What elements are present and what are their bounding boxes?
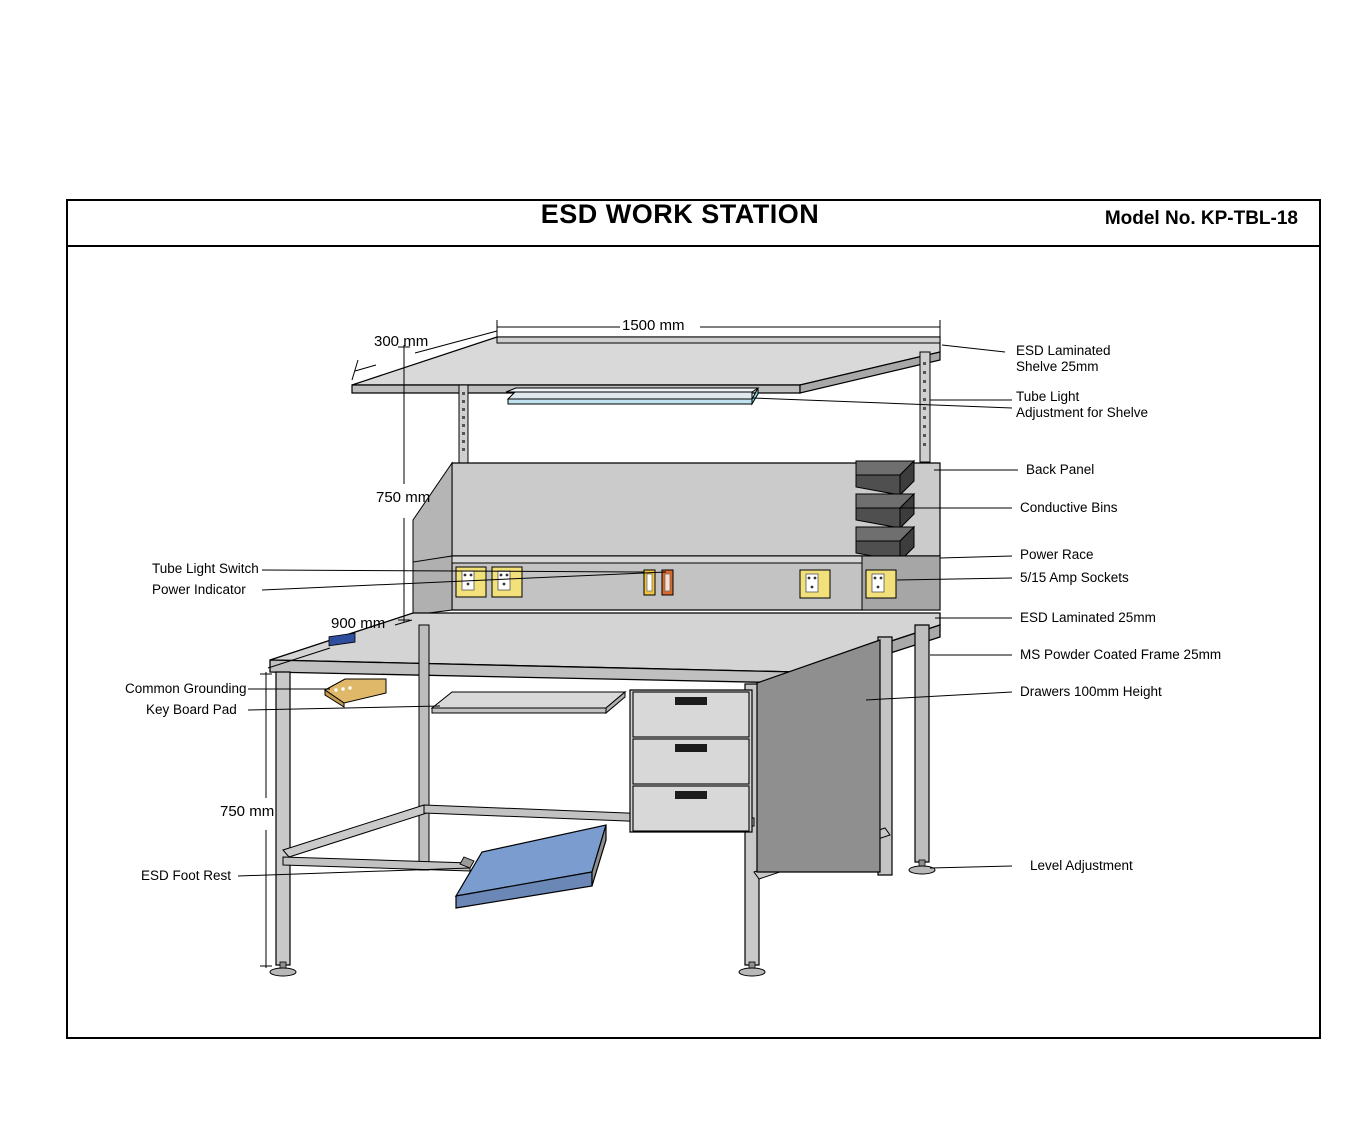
callout-esd-foot-rest: ESD Foot Rest: [141, 868, 232, 883]
tube-light-switch[interactable]: [644, 570, 655, 595]
shelf-adjustment-post-right: [920, 352, 930, 462]
level-adjustment-foot-back-right: [909, 860, 935, 874]
page-title: ESD WORK STATION: [540, 199, 820, 229]
conductive-bins: [856, 461, 914, 561]
callout-tube-light-switch: Tube Light Switch: [152, 561, 259, 576]
power-indicator: [662, 570, 673, 595]
level-adjustment-foot-front-left: [270, 962, 296, 976]
callout-ms-powder-coated-frame: MS Powder Coated Frame 25mm: [1020, 647, 1222, 662]
esd-foot-rest: [456, 825, 606, 908]
level-adjustment-foot-front-right: [739, 962, 765, 976]
callout-common-grounding: Common Grounding: [125, 681, 247, 696]
drawer-3[interactable]: [633, 786, 749, 831]
callout-power-indicator: Power Indicator: [152, 582, 246, 597]
model-number: Model No. KP-TBL-18: [1104, 208, 1298, 229]
callout-level-adjustment: Level Adjustment: [1030, 858, 1133, 873]
dimension-depth-shelf: 300 mm: [374, 333, 429, 350]
dimension-bench-depth: 900 mm: [331, 615, 386, 632]
callout-power-race: Power Race: [1020, 547, 1094, 562]
dimension-bench-height: 750 mm: [220, 803, 275, 820]
shelf-adjustment-post-left: [459, 385, 468, 463]
callout-adjustment-for-shelve: Adjustment for Shelve: [1016, 405, 1149, 420]
tube-light-fixture: [506, 388, 758, 404]
callout-back-panel: Back Panel: [1026, 462, 1095, 477]
callout-esd-laminated-shelve-line1: ESD Laminated: [1016, 343, 1111, 358]
callout-amp-sockets: 5/15 Amp Sockets: [1020, 570, 1129, 585]
callout-drawers: Drawers 100mm Height: [1020, 684, 1162, 699]
callout-key-board-pad: Key Board Pad: [146, 702, 237, 717]
drawer-stack: [630, 690, 752, 832]
callout-tube-light: Tube Light: [1016, 389, 1080, 404]
power-race: [413, 556, 940, 615]
drawer-2[interactable]: [633, 739, 749, 784]
dimension-shelf-height: 750 mm: [376, 489, 431, 506]
keyboard-pad: [432, 692, 625, 713]
callout-esd-laminated-shelve-line2: Shelve 25mm: [1016, 359, 1099, 374]
esd-shelf: [352, 337, 940, 393]
dimension-width-top: 1500 mm: [622, 317, 685, 334]
callout-conductive-bins: Conductive Bins: [1020, 500, 1118, 515]
drawer-1[interactable]: [633, 692, 749, 737]
callout-esd-laminated-top: ESD Laminated 25mm: [1020, 610, 1156, 625]
